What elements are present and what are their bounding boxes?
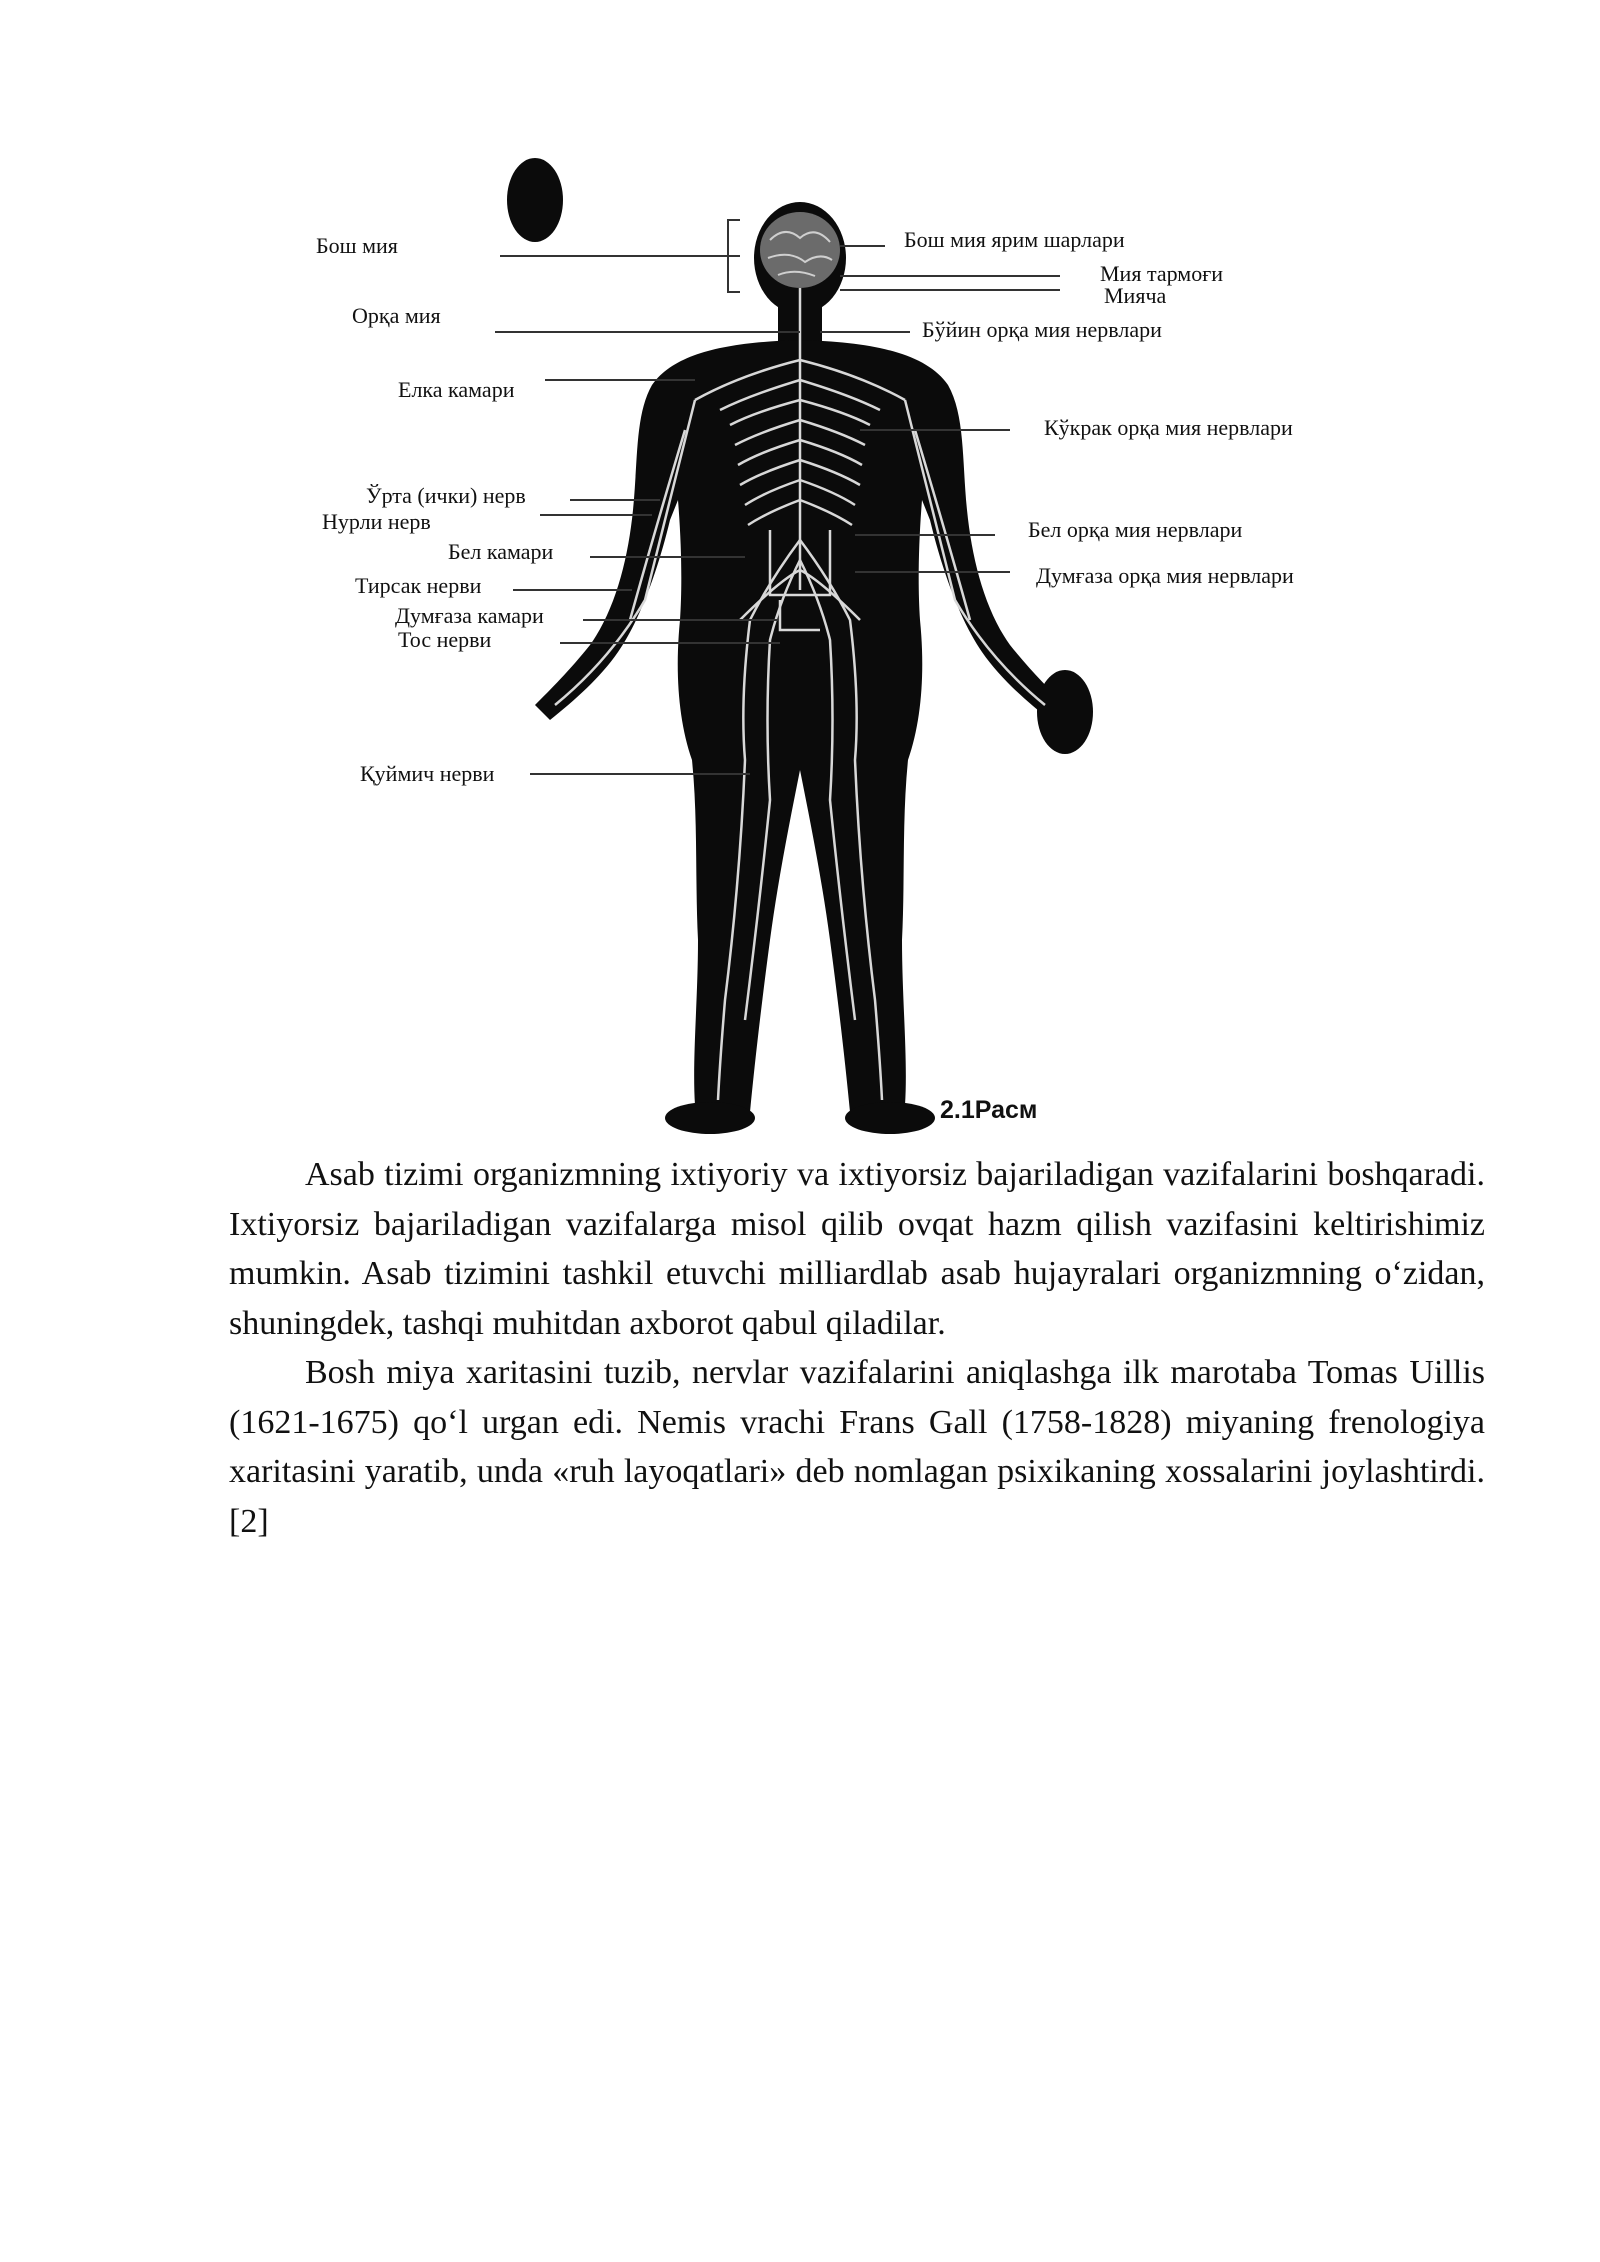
- paragraph-1: Asab tizimi organizmning ixtiyoriy va ixtiyorsiz bajariladigan vazifalarini boshqaradi. Ixtiyorsiz bajariladigan vazifalarga misol qilib ovqat hazm qilish vazifasini keltirishimiz mumkin. Asab tizimini tashkil etuvchi milliardlab asab hujayralari organizmning o‘zidan, shuningdek, tashqi muhitdan axborot qabul qiladilar.: [229, 1156, 1485, 1342]
- label-miya-tarmogi: Мия тармоғи: [1100, 261, 1223, 286]
- label-quymich-nervi: Қуймич нерви: [360, 761, 495, 786]
- human-body-illustration: [300, 200, 1380, 1140]
- brain-shape: [760, 212, 840, 288]
- label-nurli-nerv: Нурли нерв: [322, 509, 431, 534]
- label-miyacha: Миячa: [1104, 283, 1167, 308]
- figure-caption: 2.1Расм: [940, 1096, 1038, 1124]
- label-tos-nervi: Тос нерви: [398, 627, 492, 652]
- label-bel-kamari: Бел камари: [448, 539, 554, 564]
- label-kukrak-nervlari: Кўкрак орқа мия нервлари: [1044, 415, 1293, 440]
- label-buyin-nervlari: Бўйин орқа мия нервлари: [922, 317, 1162, 342]
- label-yarim-sharlar: Бош мия ярим шарлари: [904, 227, 1125, 252]
- label-dumgaza-kamari: Думғаза камари: [395, 603, 544, 628]
- label-elka-kamari: Елка камари: [398, 377, 515, 402]
- label-dumgaza-nervlari: Думғаза орқа мия нервлари: [1036, 563, 1294, 588]
- label-bel-nervlari: Бел орқа мия нервлари: [1028, 517, 1243, 542]
- paragraph-2: Bosh miya xaritasini tuzib, nervlar vazifalarini aniqlashga ilk marotaba Tomas Uillis (1621-1675) qo‘l urgan edi. Nemis vrachi Frans Gall (1758-1828) miyaning frenologiya xaritasini yaratib, unda «ruh layoqatlari» deb nomlagan psixikaning xossalarini joylashtirdi.[2]: [229, 1354, 1485, 1540]
- label-tirsak-nervi: Тирсак нерви: [355, 573, 482, 598]
- body-text: [229, 1150, 1485, 1546]
- label-orqa-miya: Орқа мия: [352, 303, 441, 328]
- label-urta-nerv: Ўрта (ички) нерв: [366, 483, 526, 508]
- nervous-system-figure: [300, 200, 1380, 1140]
- label-bosh-miya: Бош мия: [316, 233, 398, 258]
